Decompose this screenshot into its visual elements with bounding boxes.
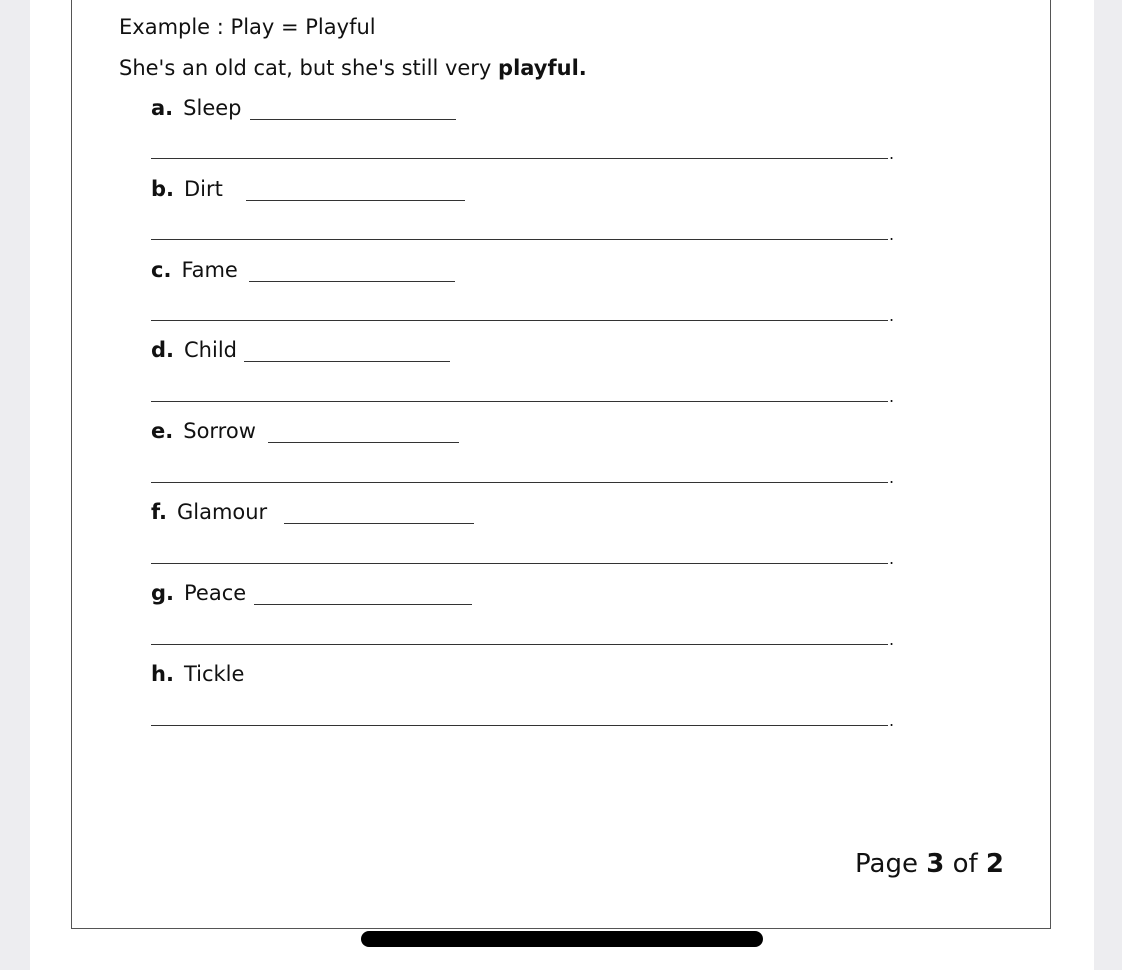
sentence-answer-blank-g[interactable] <box>151 644 888 645</box>
word-answer-blank-e[interactable] <box>268 442 459 443</box>
page-border <box>71 0 1051 929</box>
item-word: Fame <box>181 258 238 282</box>
page-number-total: 2 <box>985 849 1004 879</box>
item-word: Sleep <box>183 96 242 120</box>
example-sentence-bold-word: playful. <box>498 56 587 80</box>
sentence-end-dot: . <box>889 225 895 244</box>
word-answer-blank-f[interactable] <box>284 523 474 524</box>
word-answer-blank-a[interactable] <box>250 119 456 120</box>
item-letter: e. <box>151 419 174 443</box>
word-answer-blank-d[interactable] <box>244 361 450 362</box>
exercise-item-h <box>151 662 244 686</box>
example-sentence <box>119 56 587 80</box>
page-number <box>855 849 1004 879</box>
word-answer-blank-c[interactable] <box>249 281 455 282</box>
item-letter: b. <box>151 177 175 201</box>
item-letter: f. <box>151 500 167 524</box>
item-letter: c. <box>151 258 172 282</box>
exercise-item-c <box>151 258 238 282</box>
page-number-current: 3 <box>926 849 945 879</box>
exercise-item-b <box>151 177 223 201</box>
sentence-end-dot: . <box>889 711 895 730</box>
sentence-end-dot: . <box>889 144 895 163</box>
item-letter: d. <box>151 338 175 362</box>
sentence-answer-blank-h[interactable] <box>151 725 888 726</box>
sentence-answer-blank-d[interactable] <box>151 401 888 402</box>
item-word: Sorrow <box>183 419 256 443</box>
exercise-item-a <box>151 96 242 120</box>
sentence-answer-blank-e[interactable] <box>151 482 888 483</box>
exercise-item-f <box>151 500 267 524</box>
page-number-middle: of <box>944 849 986 879</box>
sentence-end-dot: . <box>889 630 895 649</box>
sentence-answer-blank-f[interactable] <box>151 563 888 564</box>
word-answer-blank-g[interactable] <box>254 604 472 605</box>
item-letter: a. <box>151 96 174 120</box>
item-word: Dirt <box>184 177 223 201</box>
sentence-answer-blank-c[interactable] <box>151 320 888 321</box>
word-answer-blank-b[interactable] <box>246 200 465 201</box>
sentence-answer-blank-a[interactable] <box>151 158 888 159</box>
item-word: Peace <box>184 581 247 605</box>
sentence-answer-blank-b[interactable] <box>151 239 888 240</box>
page-number-prefix: Page <box>855 849 927 879</box>
item-word: Child <box>184 338 237 362</box>
item-letter: g. <box>151 581 175 605</box>
sentence-end-dot: . <box>889 306 895 325</box>
sentence-end-dot: . <box>889 468 895 487</box>
sentence-end-dot: . <box>889 387 895 406</box>
item-word: Tickle <box>183 662 245 686</box>
exercise-item-d <box>151 338 237 362</box>
example-sentence-text: She's an old cat, but she's still very <box>119 56 499 80</box>
item-word: Glamour <box>176 500 268 524</box>
sentence-end-dot: . <box>889 549 895 568</box>
example-line: Example : Play = Playful <box>119 15 376 39</box>
exercise-item-g <box>151 581 246 605</box>
exercise-item-e <box>151 419 256 443</box>
home-indicator-bar[interactable] <box>361 931 763 947</box>
item-letter: h. <box>151 662 174 686</box>
